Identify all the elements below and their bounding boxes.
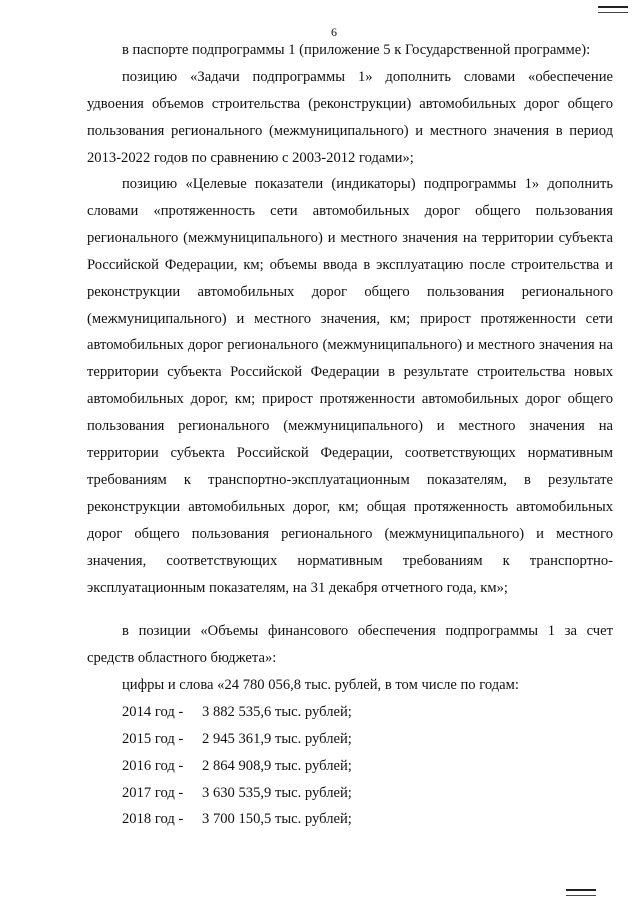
paragraph-figures: цифры и слова «24 780 056,8 тыс. рублей, в том числе по годам: (122, 677, 519, 693)
year-label: 2014 год - (122, 704, 184, 720)
paragraph-tasks: позицию «Задачи подпрограммы 1» дополнить словами «обеспечение удвоения объемов строительства (реконструкции) автомобильных дорог общего пользования регионального (межмуниципального) и местного значения в период 2013-2022 годов по сравнению с 2003-2012 годами»; (87, 69, 613, 166)
page-number: 6 (331, 25, 337, 39)
year-row-2018 (122, 806, 352, 833)
year-row-2014 (122, 699, 352, 726)
year-amount: 2 945 361,9 тыс. рублей; (202, 731, 352, 747)
year-label: 2017 год - (122, 785, 184, 801)
year-amount: 2 864 908,9 тыс. рублей; (202, 758, 352, 774)
year-row-2017 (122, 780, 352, 807)
paragraph-financing: в позиции «Объемы финансового обеспечения подпрограммы 1 за счет средств областного бюджета»: (87, 623, 613, 666)
scan-mark-top (598, 6, 628, 13)
paragraph-indicators: позицию «Целевые показатели (индикаторы) подпрограммы 1» дополнить словами «протяженность сети автомобильных дорог общего пользования регионального (межмуниципального) и местного значения на территории субъекта Российской Федерации, км; объемы ввода в эксплуатацию после строительства и реконструкции автомобильных дорог общего пользования регионального (межмуниципального) и местного значения, км; прирост протяженности сети автомобильных дорог регионального (межмуниципального) и местного значения на территории субъекта Российской Федерации в результате строительства новых автомобильных дорог, км; прирост протяженности автомобильных дорог общего пользования регионального (межмуниципального) и местного значения на территории субъекта Российской Федерации, соответствующих нормативным требованиям к транспортно-эксплуатационным показателям, в результате реконструкции автомобильных дорог, км; общая протяженность автомобильных дорог общего пользования регионального (межмуниципального) и местного значения, соответствующих нормативным требованиям к транспортно-эксплуатационным показателям, на 31 декабря отчетного года, км»; (87, 176, 613, 596)
scan-mark-bottom (566, 889, 596, 896)
paragraph-passport: в паспорте подпрограммы 1 (приложение 5 к Государственной программе): (122, 42, 591, 58)
year-amount: 3 882 535,6 тыс. рублей; (202, 704, 352, 720)
year-row-2015 (122, 726, 352, 753)
year-row-2016 (122, 753, 352, 780)
year-label: 2018 год - (122, 811, 184, 827)
year-amount: 3 630 535,9 тыс. рублей; (202, 785, 352, 801)
year-label: 2016 год - (122, 758, 184, 774)
year-amount: 3 700 150,5 тыс. рублей; (202, 811, 352, 827)
year-label: 2015 год - (122, 731, 184, 747)
